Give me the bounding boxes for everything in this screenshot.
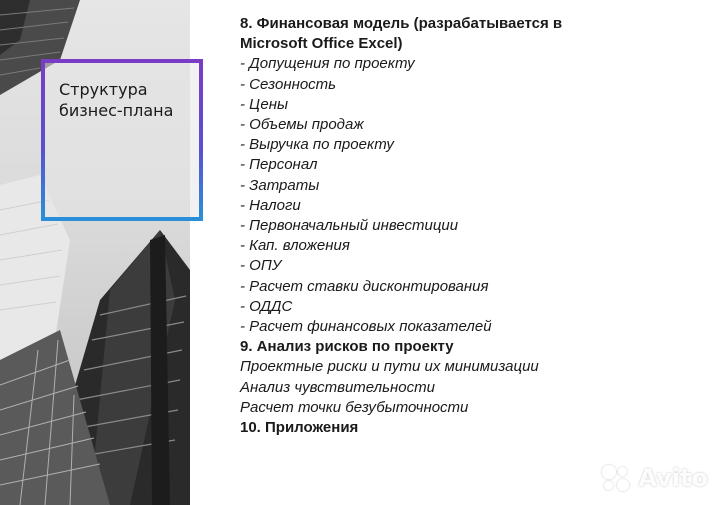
outline-item: - Расчет ставки дисконтирования (240, 277, 489, 295)
outline-item: - Объемы продаж (240, 116, 364, 134)
outline-item: - Сезонность (240, 75, 337, 93)
outline-item: - ОПУ (240, 257, 282, 275)
outline-heading: 9. Анализ рисков по проекту (240, 338, 454, 356)
outline-item: - Цены (240, 95, 289, 113)
avito-watermark-text: Avito (638, 464, 708, 492)
section-title-box (41, 59, 203, 221)
section-title-line-2: бизнес-плана (59, 101, 174, 120)
outline-heading: 10. Приложения (240, 419, 359, 437)
outline-item: - Выручка по проекту (240, 136, 394, 154)
outline-heading: Microsoft Office Excel) (240, 35, 403, 53)
section-title (59, 79, 199, 121)
business-plan-outline (240, 14, 710, 438)
outline-item: Анализ чувствительности (240, 378, 435, 396)
outline-item: - Затраты (240, 176, 320, 194)
outline-heading: 8. Финансовая модель (разрабатывается в (240, 15, 563, 32)
outline-item: - Персонал (240, 156, 318, 174)
outline-item: - ОДДС (240, 297, 293, 315)
outline-item: - Кап. вложения (240, 237, 350, 255)
avito-watermark (600, 463, 708, 493)
avito-logo-icon (600, 463, 634, 493)
outline-item: - Первоначальный инвестиции (240, 217, 459, 235)
outline-item: Проектные риски и пути их минимизации (240, 358, 539, 376)
outline-item: - Расчет финансовых показателей (240, 318, 492, 336)
outline-item: - Налоги (240, 196, 301, 214)
outline-item: - Допущения по проекту (240, 55, 415, 73)
outline-item: Расчет точки безубыточности (240, 398, 469, 416)
section-title-line-1: Структура (59, 80, 148, 99)
